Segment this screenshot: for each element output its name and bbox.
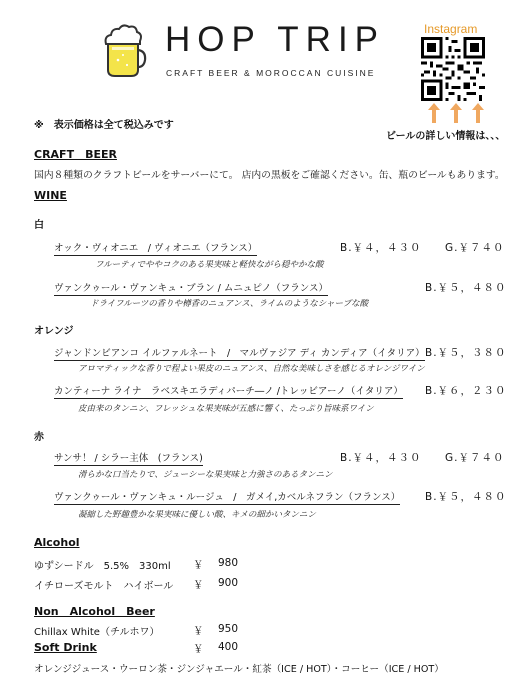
wine-name: オック・ヴィオニエ / ヴィオニエ（フランス） xyxy=(54,240,257,256)
drink-price: 950 xyxy=(218,623,239,635)
non-alcohol-beer-heading: Non Alcohol Beer xyxy=(34,605,155,618)
yen-sign: ￥ xyxy=(193,643,204,655)
wine-description: 皮由来のタンニン、フレッシュな果実味が五感に響く、たっぷり旨味系ワイン xyxy=(78,404,374,414)
wine-description: アロマティックな香りで程よい果皮のニュアンス、自然な美味しさを感じるオレンジワイン xyxy=(78,364,425,374)
soft-drink-list: オレンジジュース・ウーロン茶・ジンジャエール・紅茶（ICE / HOT）・コーヒー（ICE / HOT） xyxy=(34,664,444,675)
bottle-price: B.￥６，２３０ xyxy=(425,385,507,397)
drink-name: ゆずシードル 5.5% 330ml xyxy=(34,561,171,572)
qr-code-icon[interactable] xyxy=(421,37,485,101)
wine-name: ジャンドンビアンコ イルファルネート / マルヴァジア ディ カンディア（イタリア） xyxy=(54,345,425,361)
wine-heading: WINE xyxy=(34,189,67,202)
glass-price: G.￥７４０ xyxy=(445,452,505,464)
brand-title: HOP TRIP xyxy=(165,20,386,59)
drink-price: 980 xyxy=(218,557,239,569)
bottle-price: B.￥５，３８０ xyxy=(425,347,507,359)
tax-note: ※ 表示価格は全て税込みです xyxy=(34,120,174,131)
yen-sign: ￥ xyxy=(193,559,204,571)
wine-orange-label: オレンジ xyxy=(34,326,74,337)
glass-price: G.￥７４０ xyxy=(445,242,505,254)
wine-name: カンティーナ ライナ ラベスキエラディパーチ―ノ /トレッビアーノ（イタリア） xyxy=(54,383,403,399)
wine-description: ドライフルーツの香りや樽香のニュアンス、ライムのようなシャープな酸 xyxy=(90,299,369,309)
drink-name: イチローズモルト ハイボール xyxy=(34,581,174,592)
alcohol-heading: Alcohol xyxy=(34,536,80,549)
soft-drink-heading: Soft Drink xyxy=(34,641,97,654)
bottle-price: B.￥５，４８０ xyxy=(425,282,507,294)
wine-white-label: 白 xyxy=(34,220,44,231)
wine-description: フルーティでややコクのある果実味と軽快ながら穏やかな酸 xyxy=(95,260,324,270)
wine-name: ヴァンクゥール・ヴァンキュ・ルージュ / ガメイ,カベルネフラン（フランス） xyxy=(54,489,400,505)
bottle-price: B.￥４，４３０ xyxy=(340,242,422,254)
drink-price: 400 xyxy=(218,641,239,653)
bottle-price: B.￥５，４８０ xyxy=(425,491,507,503)
yen-sign: ￥ xyxy=(193,579,204,591)
wine-description: 滑らかな口当たりで、ジューシーな果実味と力強さのあるタンニン xyxy=(78,470,333,480)
craft-beer-heading: CRAFT BEER xyxy=(34,148,117,161)
drink-price: 900 xyxy=(218,577,239,589)
wine-red-label: 赤 xyxy=(34,432,44,443)
wine-description: 凝縮した野趣豊かな果実味に優しい酸、キメの細かいタンニン xyxy=(78,510,316,520)
instagram-label: Instagram xyxy=(424,22,478,36)
beer-mug-logo-icon xyxy=(101,20,147,80)
craft-beer-text: 国内８種類のクラフトビールをサーバーにて。 店内の黒板をご確認ください。缶、瓶のビールもあります。 xyxy=(34,170,505,181)
beer-detail-note: ビールの詳しい情報は、、、 xyxy=(386,131,506,142)
drink-name: Chillax White（チルホワ） xyxy=(34,627,160,638)
wine-name: ヴァンクゥール・ヴァンキュ・ブラン / ムニュピノ（フランス） xyxy=(54,280,328,296)
wine-name: サンサ！ / シラー主体 (フランス) xyxy=(54,450,203,466)
brand-subtitle: CRAFT BEER & MOROCCAN CUISINE xyxy=(166,68,376,78)
up-arrow-icon xyxy=(428,103,484,123)
yen-sign: ￥ xyxy=(193,625,204,637)
bottle-price: B.￥４，４３０ xyxy=(340,452,422,464)
